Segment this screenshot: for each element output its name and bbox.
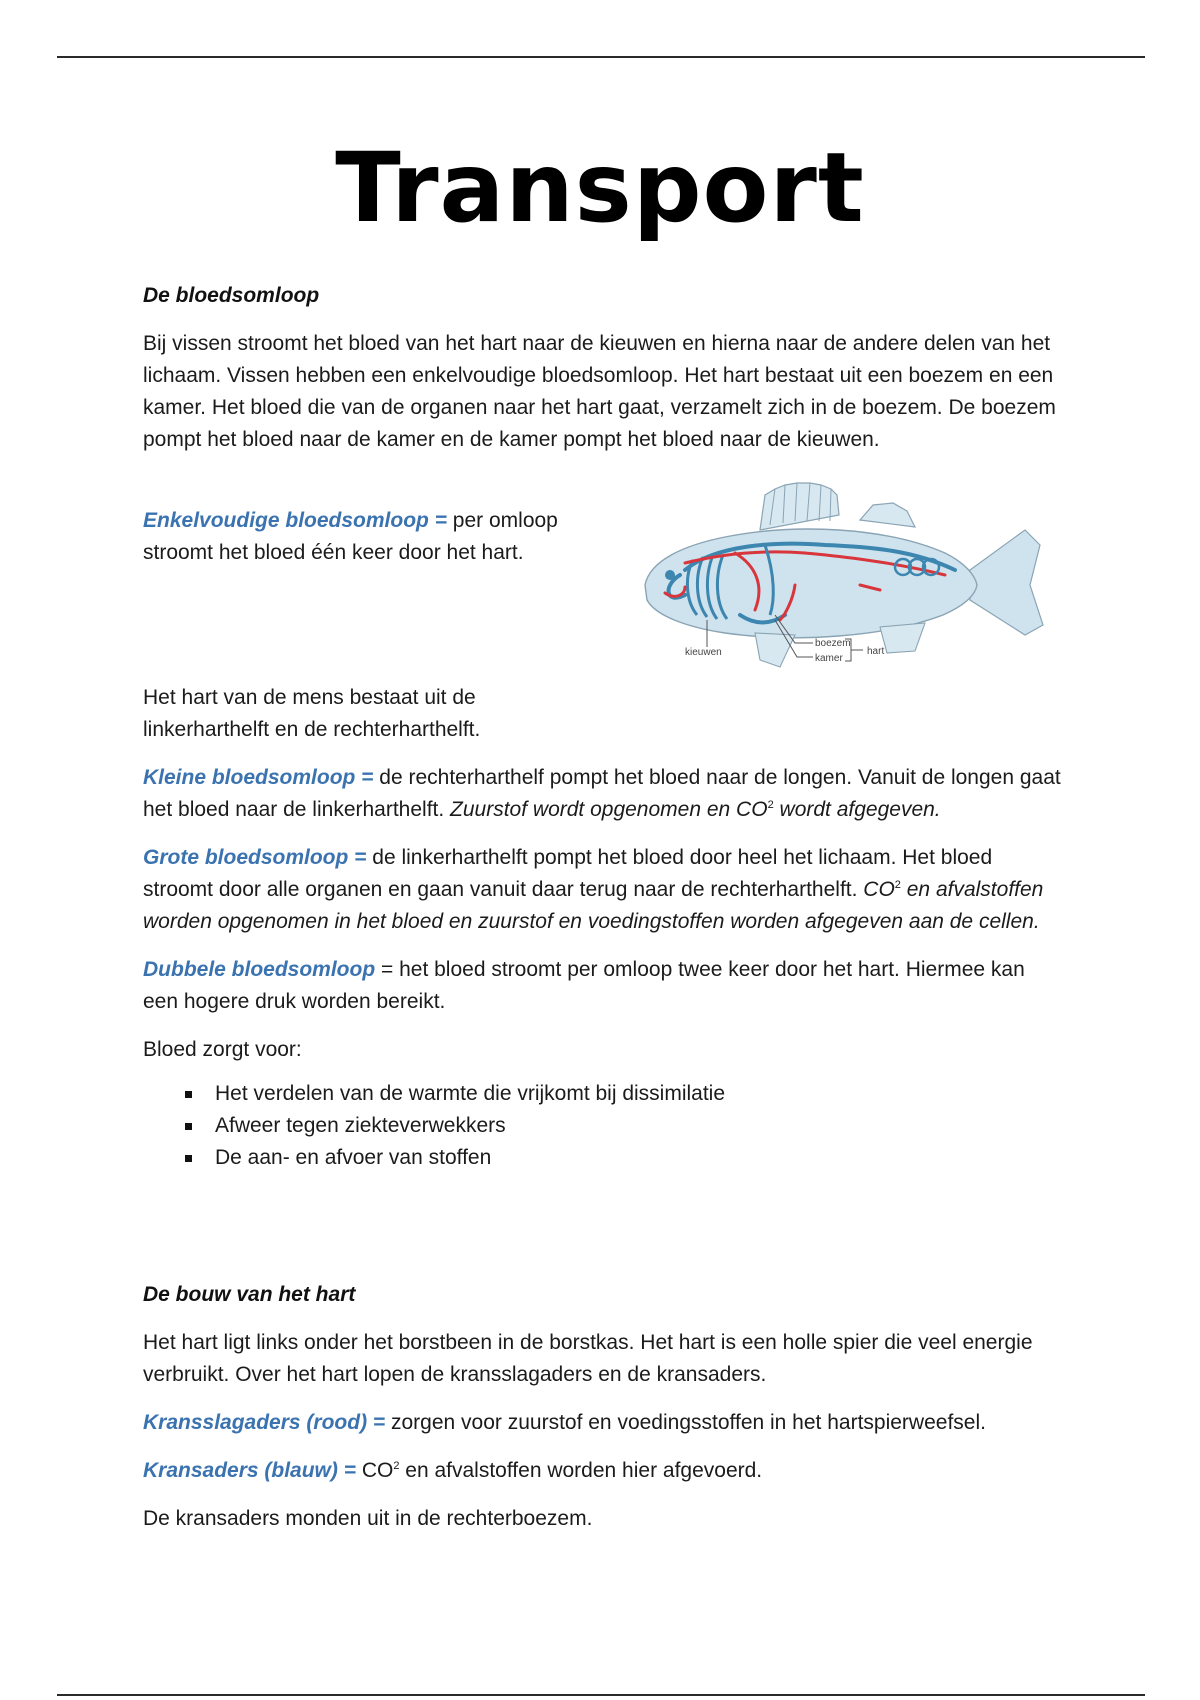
definition-text: de rechterharthelf pompt het bloed naar de longen. Vanuit de longen gaat het bloed naar de linkerharthelft. (143, 766, 1061, 821)
section-bouw-hart (143, 1279, 1063, 1535)
definition-text: en afvalstoffen worden hier afgevoerd. (399, 1459, 763, 1482)
tail-fin (970, 530, 1043, 635)
kleine-bloedsomloop-paragraph (143, 762, 1063, 826)
term-kransslagaders: Kransslagaders (rood) = (143, 1411, 386, 1434)
list-item: De aan- en afvoer van stoffen (183, 1142, 1063, 1174)
section-heading: De bloedsomloop (143, 284, 320, 307)
closing-paragraph: De kransaders monden uit in de rechterboezem. (143, 1507, 593, 1530)
subscript-number: 2 (767, 799, 774, 811)
italic-text: en afvalstoffen worden opgenomen in het bloed en zuurstof en voedingstoffen worden afgegeven aan de cellen. (143, 878, 1044, 933)
section-bloedsomloop (143, 280, 1063, 456)
italic-text: CO (863, 878, 895, 901)
label-kamer: kamer (815, 653, 843, 664)
kransaders-paragraph (143, 1455, 1063, 1487)
fish-circulation-diagram (625, 475, 1055, 675)
term-kleine: Kleine bloedsomloop = (143, 766, 374, 789)
definition-text: de linkerharthelft pompt het bloed door heel het lichaam. Het bloed stroomt door alle organen en gaan vanuit daar terug naar de rechterharthelft. (143, 846, 993, 901)
mens-line-1: Het hart van de mens bestaat uit de (143, 686, 476, 709)
mens-line-2: linkerharthelft en de rechterharthelft. (143, 718, 481, 741)
term-kransaders: Kransaders (blauw) = (143, 1459, 356, 1482)
intro-paragraph: Het hart ligt links onder het borstbeen in de borstkas. Het hart is een holle spier die veel energie verbruikt. Over het hart lopen de kransslagaders en de kransaders. (143, 1331, 1033, 1386)
anal-fin (880, 623, 925, 653)
bloed-list (143, 1078, 1063, 1174)
label-kieuwen: kieuwen (685, 647, 722, 658)
bloed-intro: Bloed zorgt voor: (143, 1038, 302, 1061)
list-item: Het verdelen van de warmte die vrijkomt bij dissimilatie (183, 1078, 1063, 1110)
definition-text: zorgen voor zuurstof en voedingsstoffen in het hartspierweefsel. (385, 1411, 986, 1434)
enkelvoudig-paragraph (143, 505, 593, 569)
dubbele-bloedsomloop-paragraph (143, 954, 1063, 1018)
definition-text: per omloop (446, 509, 558, 532)
label-boezem: boezem (815, 638, 851, 649)
pelvic-fin (755, 633, 795, 667)
header-rule (57, 56, 1145, 58)
italic-text: Zuurstof wordt opgenomen en CO (450, 798, 768, 821)
footer-rule (57, 1694, 1145, 1696)
mens-hart-block (143, 682, 1063, 1174)
definition-text: = het bloed stroomt per omloop twee keer door het hart. Hiermee kan een hogere druk worden bereikt. (143, 958, 1025, 1013)
label-hart: hart (867, 646, 885, 657)
kransslagaders-paragraph (143, 1407, 1063, 1439)
intro-paragraph: Bij vissen stroomt het bloed van het hart naar de kieuwen en hierna naar de andere delen van het lichaam. Vissen hebben een enkelvoudige bloedsomloop. Het hart bestaat uit een boezem en een kamer. Het bloed die van de organen naar het hart gaat, verzamelt zich in de boezem. De boezem pompt het bloed naar de kamer en de kamer pompt het bloed naar de kieuwen. (143, 332, 1056, 451)
term-dubbel: Dubbele bloedsomloop (143, 958, 376, 981)
definition-text: CO (355, 1459, 394, 1482)
italic-text: wordt afgegeven. (773, 798, 941, 821)
definition-text: stroomt het bloed één keer door het hart. (143, 541, 524, 564)
grote-bloedsomloop-paragraph (143, 842, 1063, 938)
term-grote: Grote bloedsomloop = (143, 846, 367, 869)
subscript-number: 2 (393, 1460, 400, 1472)
dorsal-fin-rear (860, 503, 915, 527)
term-enkelvoudig: Enkelvoudige bloedsomloop = (143, 509, 447, 532)
list-item: Afweer tegen ziekteverwekkers (183, 1110, 1063, 1142)
section-heading: De bouw van het hart (143, 1283, 356, 1306)
page-title: Transport (335, 132, 865, 244)
subscript-number: 2 (894, 879, 901, 891)
dorsal-fin (760, 483, 839, 530)
